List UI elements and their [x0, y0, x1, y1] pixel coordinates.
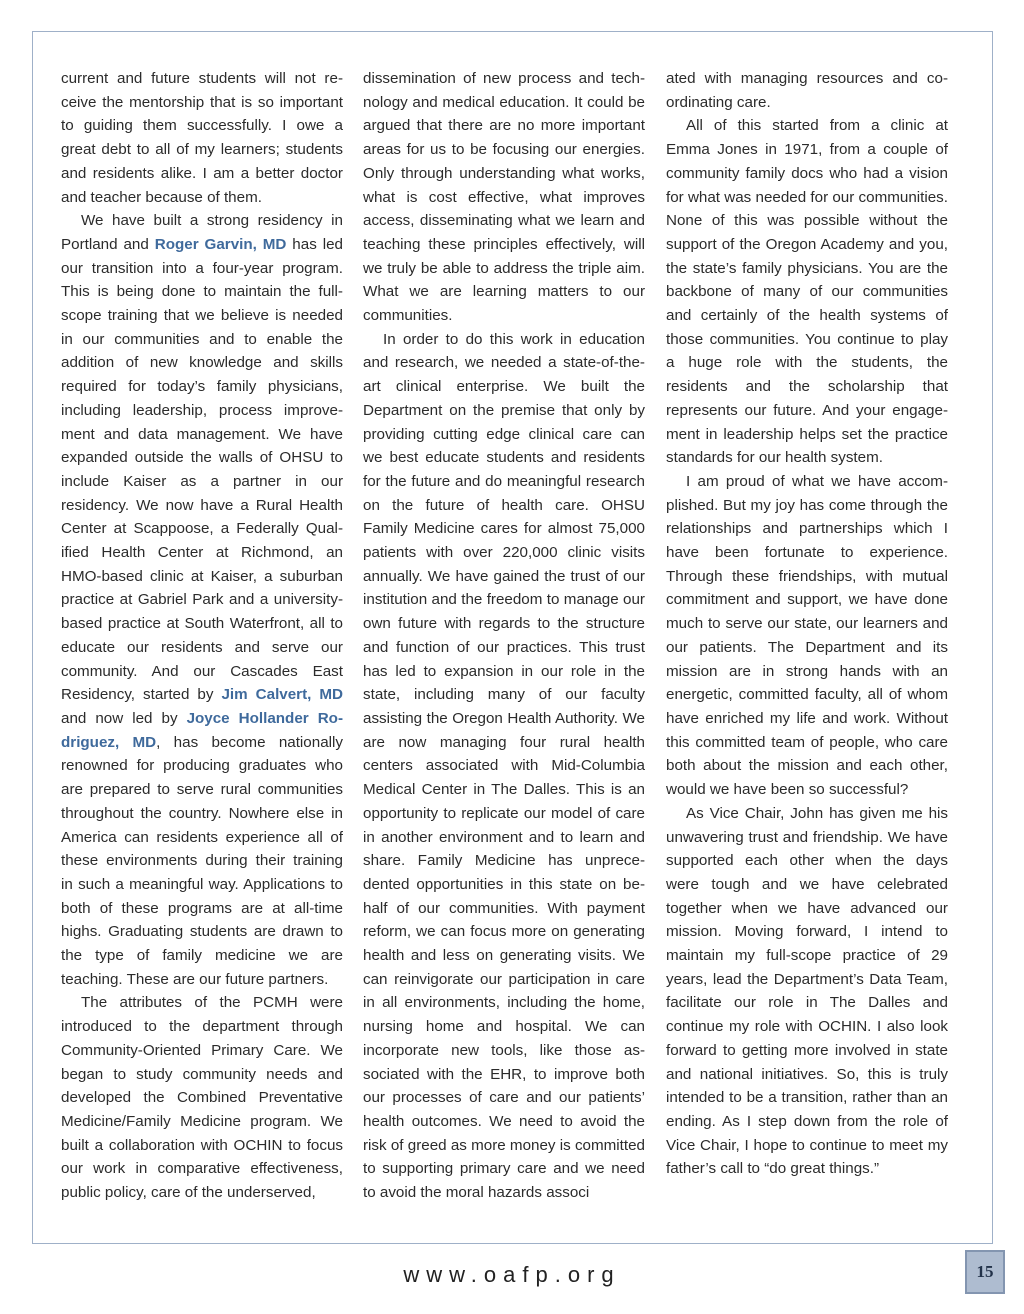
paragraph — [61, 991, 343, 1204]
paragraph-text: , has become nationally renowned for producing graduates who are prepared to serve rural communities throughout the country. Nowhere else in America can residents experience all of these environments during their training in such a meaningful way. Applications to both of these programs are at all-time highs. Graduating students are drawn to the type of family medicine we are teaching. These are our future partners. — [61, 733, 343, 988]
paragraph — [666, 114, 948, 470]
paragraph-text: dissemination of new process and technology and medical education. It could be argued that there are no more important areas for us to be focusing our energies. Only through understanding what works, what is cost effective, what improves access, disseminating what we learn and teaching these principles effectively, will we truly be able to address the triple aim. What we are learning matters to our communities. — [363, 70, 645, 325]
paragraph-text: and now led by — [61, 709, 187, 727]
page-number: 15 — [976, 1262, 994, 1281]
page-number-box — [965, 1250, 1005, 1294]
paragraph-text: The attributes of the PCMH were introduced to the department through Community-Oriented Primary Care. We began to study community needs and developed the Combined Preventative Medicine/Family Medicine program. We built a collaboration with OCHIN to focus our work in comparative effectiveness, public policy, care of the underserved, — [61, 994, 343, 1202]
paragraph — [363, 67, 645, 328]
person-name-highlight: Jim Calvert, MD — [221, 686, 343, 704]
paragraph — [666, 802, 948, 1181]
paragraph — [666, 67, 948, 114]
paragraph — [61, 209, 343, 991]
paragraph-text: We have built a strong residency in Portland and — [61, 212, 343, 253]
text-column-3 — [666, 67, 948, 1181]
paragraph — [666, 470, 948, 802]
text-column-2 — [363, 67, 645, 1205]
person-name-highlight: Roger Garvin, MD — [154, 235, 287, 253]
paragraph-text: current and future students will not receive the mentorship that is so important to guiding them successfully. I owe a great debt to all of my learners; students and residents alike. I am a better doctor and teacher because of them. — [61, 70, 343, 206]
paragraph-text: As Vice Chair, John has given me his unwavering trust and friendship. We have supported each other when the days were tough and we have celebrated together when we have advanced our mission. Moving forward, I intend to maintain my full-scope practice of 29 years, lead the Department’s Data Team, facilitate our role in The Dalles and continue my role with OCHIN. I also look forward to getting more involved in state and national initiatives. So, this is truly intended to be a transition, rather than an ending. As I step down from the role of Vice Chair, I hope to continue to meet my father’s call to “do great things.” — [666, 804, 948, 1178]
person-name-highlight: Joyce Hollander Rodriguez, MD — [61, 709, 343, 751]
paragraph-text: ated with managing resources and coordinating care. — [666, 70, 948, 111]
paragraph-text: I am proud of what we have accomplished. But my joy has come through the relationships and partnerships which I have been fortunate to experience. Through these friendships, with mutual commitment and support, we have done much to serve our state, our learners and our patients. The Department and its mission are in strong hands with an energetic, committed faculty, all of whom have enriched my life and work. Without this committed team of people, who care both about the mission and each other, would we have been so successful? — [666, 472, 948, 799]
paragraph — [363, 328, 645, 1205]
paragraph — [61, 67, 343, 209]
text-column-1 — [61, 67, 343, 1205]
footer-website-url[interactable]: www.oafp.org — [403, 1262, 621, 1287]
paragraph-text: In order to do this work in education and research, we needed a state-of-the-art clinical enterprise. We built the Department on the premise that only by providing cutting edge clinical care can we best educate students and residents for the future and do meaningful research on the future of health care. OHSU Family Medicine cares for almost 75,000 patients with over 220,000 clinic visits annually. We have gained the trust of our institution and the freedom to manage our own future with regards to the structure and function of our practices. This trust has led to expansion in our role in the state, including many of our faculty assisting the Oregon Health Authority. We are now managing four rural health centers associated with Mid-Columbia Medical Center in The Dalles. This is an opportunity to replicate our model of care in another environment and to learn and share. Family Medicine has unprecedented opportunities in this state on behalf of our communities. With payment reform, we can focus more on generating health and less on generating visits. We can reinvigorate our participation in care in all environments, including the home, nursing home and hospital. We can incorporate new tools, like those associated with the EHR, to improve both our processes of care and our patients’ health outcomes. We need to avoid the risk of greed as more money is committed to supporting primary care and we need to avoid the moral hazards associ — [363, 330, 645, 1202]
paragraph-text: has led our transition into a four-year program. This is being done to maintain the full-scope training that we believe is needed in our communities and to enable the addition of new knowledge and skills required for today’s family physicians, including leadership, process improvement and data management. We have expanded outside the walls of OHSU to include Kaiser as a partner in our residency. We now have a Rural Health Center at Scappoose, a Federally Qualified Health Center at Richmond, an HMO-based clinic at Kaiser, a suburban practice at Gabriel Park and a university-based practice at South Waterfront, all to educate our residents and serve our community. And our Cascades East Residency, started by — [61, 235, 343, 704]
paragraph-text: All of this started from a clinic at Emma Jones in 1971, from a couple of community family docs who had a vision for what was needed for our communities. None of this was possible without the support of the Oregon Academy and you, the state’s family physicians. You are the backbone of many of our communities and certainly of the health systems of those communities. You continue to play a huge role with the students, the residents and the scholarship that represents our future. And your engagement in leadership helps set the practice standards for our health system. — [666, 117, 948, 467]
